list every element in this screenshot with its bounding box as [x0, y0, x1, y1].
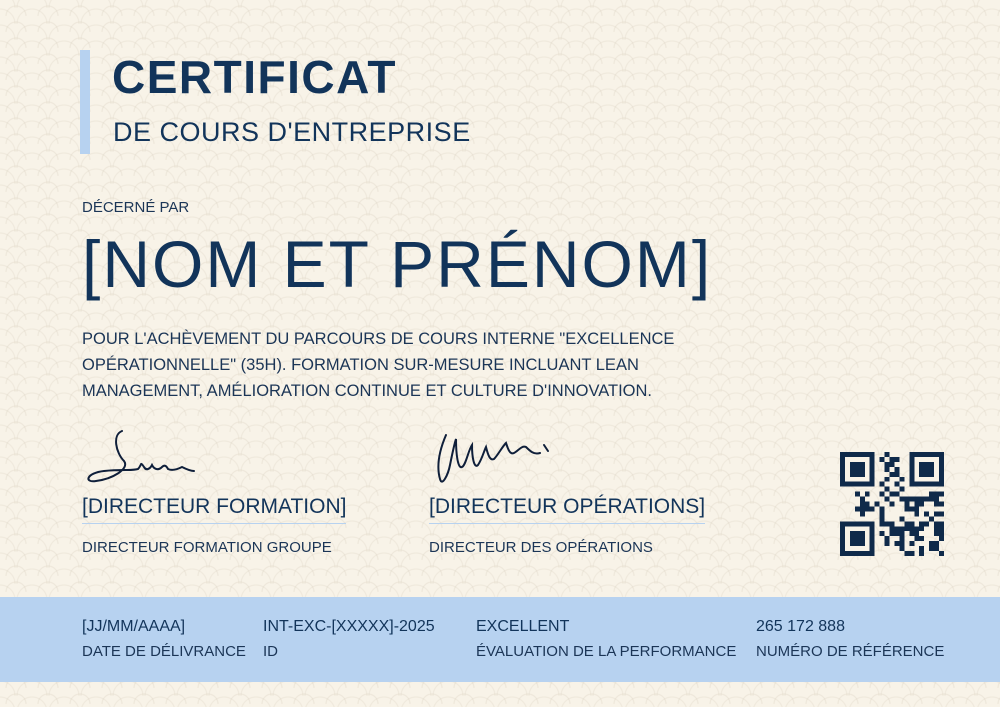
signature-1-role: DIRECTEUR FORMATION GROUPE [82, 539, 332, 556]
signature-2-title: [DIRECTEUR OPÉRATIONS] [429, 495, 705, 524]
qr-code-icon [840, 452, 944, 556]
performance-value: EXCELLENT [476, 618, 570, 635]
certificate-description: POUR L'ACHÈVEMENT DU PARCOURS DE COURS INTERNE "EXCELLENCE OPÉRATIONNELLE" (35H). FORMATION SUR-MESURE INCLUANT LEAN MANAGEMENT, AMÉLIORATION CONTINUE ET CULTURE D'INNOVATION. [82, 330, 675, 400]
footer-id [263, 618, 435, 660]
id-value: INT-EXC-[XXXXX]-2025 [263, 618, 435, 635]
performance-label: ÉVALUATION DE LA PERFORMANCE [476, 643, 737, 660]
awarded-by-label: DÉCERNÉ PAR [82, 199, 190, 216]
certificate-title: CERTIFICAT [112, 51, 398, 103]
footer-performance [476, 618, 736, 660]
issue-date-label: DATE DE DÉLIVRANCE [82, 643, 246, 660]
footer-reference [756, 618, 944, 660]
signature-1-title: [DIRECTEUR FORMATION] [82, 495, 346, 524]
signature-2-role: DIRECTEUR DES OPÉRATIONS [429, 539, 653, 556]
reference-value: 265 172 888 [756, 618, 845, 635]
footer-band [0, 597, 1000, 682]
title-accent-bar [80, 50, 90, 154]
id-label: ID [263, 643, 278, 660]
recipient-name: [NOM ET PRÉNOM] [82, 227, 713, 301]
reference-label: NUMÉRO DE RÉFÉRENCE [756, 643, 945, 660]
signature-2-image [428, 425, 558, 491]
certificate-subtitle: DE COURS D'ENTREPRISE [113, 117, 471, 147]
issue-date-value: [JJ/MM/AAAA] [82, 618, 186, 635]
footer-issue-date [82, 618, 246, 660]
signature-1-image [82, 425, 212, 487]
